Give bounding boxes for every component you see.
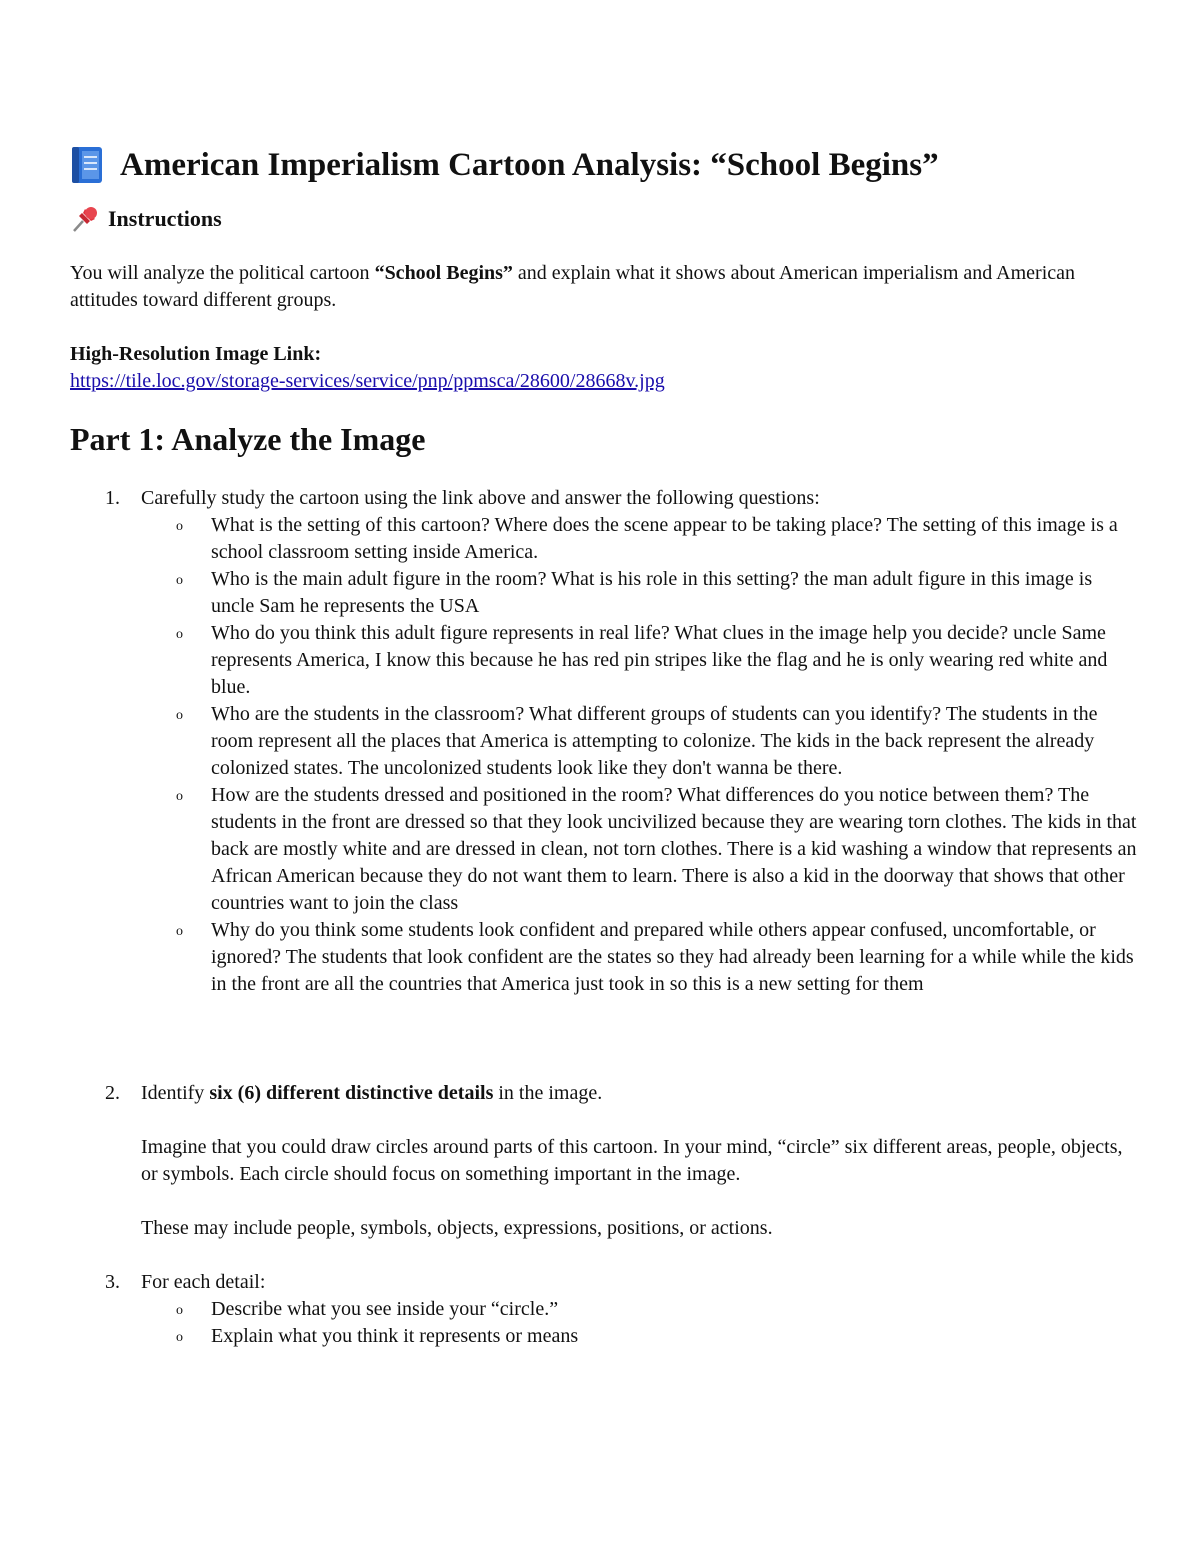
intro-text-after: and explain what it shows about American imperialism and American attitudes toward different groups.: [70, 262, 1076, 311]
sub-question-text: What is the setting of this cartoon? Where does the scene appear to be taking place? The setting of this image is a school classroom setting inside America.: [211, 514, 1118, 563]
sub-question: [70, 1296, 1140, 1323]
question-emphasis: six (6) different distinctive details: [209, 1082, 494, 1104]
blue-book-icon: [70, 145, 104, 185]
question-paragraph: Imagine that you could draw circles around parts of this cartoon. In your mind, “circle” six different areas, people, objects, or symbols. Each circle should focus on something important in the image.: [141, 1136, 1123, 1185]
sub-question-text: Who is the main adult figure in the room? What is his role in this setting? the man adult figure in this image is uncle Sam he represents the USA: [211, 568, 1093, 617]
question-number: 1.: [105, 487, 120, 509]
bullet-marker: o: [176, 1303, 183, 1318]
instructions-label: Instructions: [108, 206, 222, 231]
sub-question: [70, 566, 1140, 620]
bullet-marker: o: [176, 519, 183, 534]
sub-question-text: Describe what you see inside your “circle.”: [211, 1298, 559, 1320]
sub-question-text: How are the students dressed and positioned in the room? What differences do you notice between them? The students in the front are dressed so that they look uncivilized because they are wearing torn clothes. The kids in that back are mostly white and are dressed in clean, not torn clothes. There is a kid washing a window that represents an African American because they do not want them to learn. There is also a kid in the doorway that shows that other countries want to join the class: [211, 784, 1137, 914]
page-title: [70, 140, 1140, 190]
sub-question: [70, 512, 1140, 566]
intro-cartoon-title: “School Begins”: [374, 262, 513, 284]
sub-question: [70, 917, 1140, 998]
question-text: Carefully study the cartoon using the link above and answer the following questions:: [141, 487, 820, 509]
question-paragraph: These may include people, symbols, objects, expressions, positions, or actions.: [141, 1217, 773, 1239]
sub-question-text: Explain what you think it represents or means: [211, 1325, 579, 1347]
sub-question: [70, 1323, 1140, 1350]
bullet-marker: o: [176, 1330, 183, 1345]
question-text-after: in the image.: [493, 1082, 603, 1104]
sub-question-text: Why do you think some students look confident and prepared while others appear confused, uncomfortable, or ignored? The students that look confident are the states so they had already been learning for a while while the kids in the front are all the countries that America just took in so this is a new setting for them: [211, 919, 1134, 995]
sub-question: [70, 701, 1140, 782]
bullet-marker: o: [176, 924, 183, 939]
bullet-marker: o: [176, 708, 183, 723]
instructions-heading: [70, 204, 1140, 234]
question-list: [70, 485, 1140, 1350]
intro-text-before: You will analyze the political cartoon: [70, 262, 375, 284]
question-number: 3.: [105, 1271, 120, 1293]
image-link-label: High-Resolution Image Link:: [70, 343, 322, 365]
image-link[interactable]: https://tile.loc.gov/storage-services/service/pnp/ppmsca/28600/28668v.jpg: [70, 370, 665, 392]
question-1: [70, 485, 1140, 998]
sub-question-list: [141, 512, 1140, 998]
pushpin-icon: [70, 204, 100, 234]
sub-question-text: Who do you think this adult figure represents in real life? What clues in the image help you decide? uncle Same represents America, I know this because he has red pin stripes like the flag and he is only wearing red white and blue.: [211, 622, 1108, 698]
bullet-marker: o: [176, 789, 183, 804]
part1-heading: Part 1: Analyze the Image: [70, 421, 426, 457]
question-3: [70, 1269, 1140, 1350]
question-number: 2.: [105, 1082, 120, 1104]
bullet-marker: o: [176, 627, 183, 642]
title-text: American Imperialism Cartoon Analysis: “School Begins”: [120, 147, 939, 183]
bullet-marker: o: [176, 573, 183, 588]
question-2: [70, 1080, 1140, 1242]
question-text: For each detail:: [141, 1271, 266, 1293]
intro-paragraph: [70, 260, 1140, 314]
question-text-before: Identify: [141, 1082, 210, 1104]
document-page: [70, 140, 1140, 1350]
sub-question-text: Who are the students in the classroom? What different groups of students can you identify? The students in the room represent all the places that America is attempting to colonize. The kids in the back represent the already colonized states. The uncolonized students look like they don't wanna be there.: [211, 703, 1098, 779]
sub-question: [70, 620, 1140, 701]
sub-question: [70, 782, 1140, 917]
sub-question-list: [141, 1296, 1140, 1350]
